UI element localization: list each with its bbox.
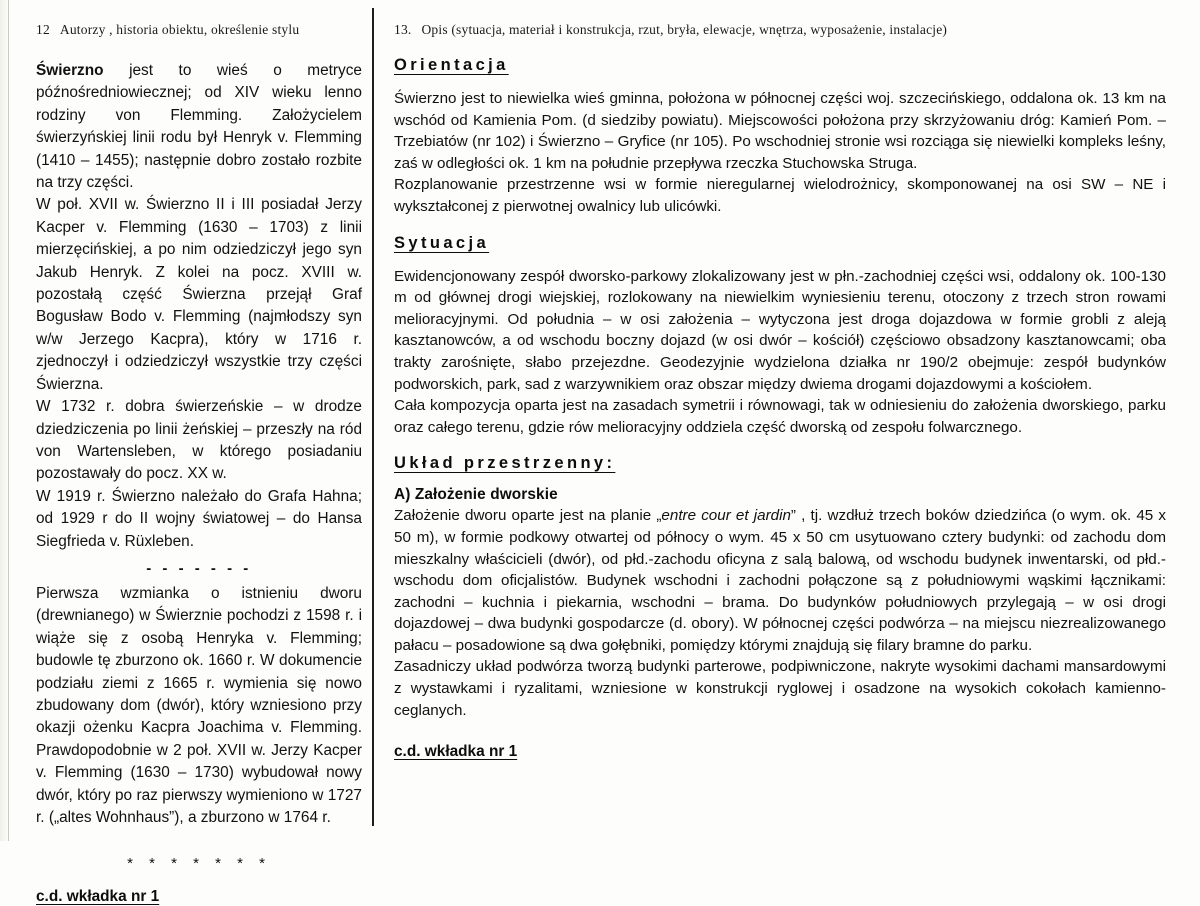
section-heading-orientacja: Orientacja — [394, 56, 509, 74]
page-left-edge-line — [8, 0, 9, 841]
lead-bold-świerzno: Świerzno — [36, 62, 104, 79]
section-heading-sytuacja-wrap — [394, 234, 1166, 253]
page-left-edge-shade — [0, 0, 8, 841]
right-column — [394, 22, 1166, 761]
sytuacja-paragraph-2: Cała kompozycja oparta jest na zasadach symetrii i równowagi, tak w odniesieniu do założenia dworskiego, parku oraz całego terenu, gdzie rów melioracyjny oddziela część dworską od zespołu folwarcznego. — [394, 397, 1166, 436]
subsection-heading-zalozenie-dworskie: A) Założenie dworskie — [394, 486, 558, 504]
column-divider-rule — [372, 8, 374, 826]
dash-separator: - - - - - - - — [146, 559, 252, 577]
left-running-head-text: Autorzy , historia obiektu, określenie stylu — [59, 22, 300, 37]
sytuacja-paragraph-1: Ewidencjonowany zespół dworsko-parkowy zlokalizowany jest w płn.-zachodniej części wsi, oddalony ok. 100-130 m od głównej drogi wiejskiej, rozlokowany na niewielkim wyniesieniu terenu, otoczony z trzech stron rowami melioracyjnymi. Od południa – w osi założenia – wytyczona jest droga dojazdowa w formie grobli z aleją kasztanowców, a od wschodu boczny dojazd (w osi dwór – kościół) częściowo obsadzony kasztanowcami; oba trakty zarośnięte, słabo przejezdne. Geodezyjnie wydzielona działka nr 190/2 obejmuje: zespół budynków podworskich, park, sad z warzywnikiem oraz obszar między dwiema drogami dojazdowymi a kościołem. — [394, 267, 1166, 393]
left-continued-label: c.d. wkładka nr 1 — [36, 888, 160, 906]
uklad-paragraph-1 — [394, 505, 1166, 656]
left-paragraph-1-text: jest to wieś o metryce późnośredniowiecznej; od XIV wieku lenno rodziny von Flemming. Założycielem świerzyńskiej linii rodu był Henryk v. Flemming (1410 – 1455); następnie dobro zostało rozbite na trzy części. — [36, 62, 362, 192]
left-column — [36, 22, 362, 906]
left-continued-wrap — [36, 888, 362, 906]
left-paragraph-2: W poł. XVII w. Świerzno II i III posiadał Jerzy Kacper v. Flemming (1630 – 1703) z linii mierzęcińskiej, a po nim odziedziczył jego syn Jakub Henryk. Z kolei na pocz. XVIII w. pozostałą część Świerzna przejął Graf Bogusław Bodo v. Flemming (najmłodszy syn w/w Jerzego Kacpra), który w 1716 r. zjednoczył i odziedziczył wszystkie trzy części Świerzna. — [36, 196, 362, 393]
right-running-head-text: Opis (sytuacja, materiał i konstrukcja, rzut, bryła, elewacje, wnętrza, wyposażenie, instalacje) — [421, 22, 948, 37]
uklad-paragraph-2: Zasadniczy układ podwórza tworzą budynki parterowe, podpiwniczone, nakryte wysokimi dachami mansardowymi z wystawkami i ryzalitami, wzniesione w konstrukcji ryglowej i osadzone na wysokich cokołach kamienno-ceglanych. — [394, 658, 1166, 719]
orientacja-paragraph-1: Świerzno jest to niewielka wieś gminna, położona w północnej części woj. szczecińskiego, oddalona ok. 13 km na wschód od Kamienia Pom. (d siedziby powiatu). Miejscowości położona przy skrzyżowaniu dróg: Kamień Pom. – Trzebiatów (nr 102) i Świerzno – Gryfice (nr 105). Po wschodniej stronie wsi rozciąga się niewielki kompleks leśny, zaś w odległości ok. 1 km na południe przepływa rzeczka Stuchowska Struga. — [394, 90, 1166, 172]
section-heading-uklad-przestrzenny-wrap — [394, 454, 1166, 473]
right-running-head — [394, 22, 1166, 38]
left-page-number: 12 — [36, 22, 50, 37]
section-heading-uklad-przestrzenny: Układ przestrzenny: — [394, 454, 616, 473]
right-continued-wrap — [394, 743, 1166, 761]
uklad-paragraph-1-italic-phrase: entre cour et jardin — [661, 507, 791, 525]
left-running-head — [36, 22, 362, 38]
left-paragraph-5: Pierwsza wzmianka o istnieniu dworu (drewnianego) w Świerznie pochodzi z 1598 r. i wiąże się z osobą Henryka v. Flemming; budowle tę zburzono ok. 1660 r. W dokumencie podziału ziemi z 1665 r. wymienia się nowo zbudowany dom (dwór), który wzniesiono przy okazji ożenku Kacpra Joachima v. Flemming. Prawdopodobnie w 2 poł. XVII w. Jerzy Kacper v. Flemming (1630 – 1730) wybudował nowy dwór, który po raz pierwszy wymieniono w 1727 r. („altes Wohnhaus”), a zburzono w 1764 r. — [36, 584, 362, 826]
section-heading-orientacja-wrap — [394, 56, 1166, 75]
right-section-number: 13. — [394, 22, 412, 37]
uklad-paragraph-1-pre: Założenie dworu oparte jest na planie „ — [394, 507, 662, 525]
left-paragraph-1 — [36, 60, 362, 194]
uklad-paragraph-1-post: ” , tj. wzdłuż trzech boków dziedzińca (o wym. ok. 45 x 50 m), w formie podkowy otwartej od północy o wym. 45 x 50 cm usytuowano cztery budynki: od zachodu dom mieszkalny właścicieli (dwór), od płd.-zachodu oficyna z salą balową, od wschodu budynek inwentarski, od płd.-wschodu dom oficjalistów. Budynek wschodni i zachodni połączone są z południowymi wąskimi łącznikami: zachodni – kuchnia i piekarnia, wschodni – brama. Do budynków południowych przylegają – w osi drogi dojazdowej – dwa budynki gospodarcze (d. obory). W północnej części podwórza – na miejscu niezrealizowanego pałacu – posadowione są dwa gołębniki, pomiędzy którymi znajdują się filary bramne do parku. — [394, 507, 1166, 654]
left-paragraph-4: W 1919 r. Świerzno należało do Grafa Hahna; od 1929 r do II wojny światowej – do Hansa Siegfrieda v. Rüxleben. — [36, 487, 362, 550]
right-continued-label: c.d. wkładka nr 1 — [394, 743, 518, 761]
orientacja-paragraph-2: Rozplanowanie przestrzenne wsi w formie nieregularnej wielodrożnicy, skomponowanej na osi SW – NE i wykształconej z pierwotnej owalnicy lub ulicówki. — [394, 176, 1166, 215]
star-separator: * * * * * * * — [127, 855, 271, 873]
section-heading-sytuacja: Sytuacja — [394, 233, 490, 252]
left-paragraph-3: W 1732 r. dobra świerzeńskie – w drodze dziedziczenia po linii żeńskiej – przeszły na ród von Wartensleben, w którego posiadaniu pozostawały do pocz. XX w. — [36, 398, 362, 483]
